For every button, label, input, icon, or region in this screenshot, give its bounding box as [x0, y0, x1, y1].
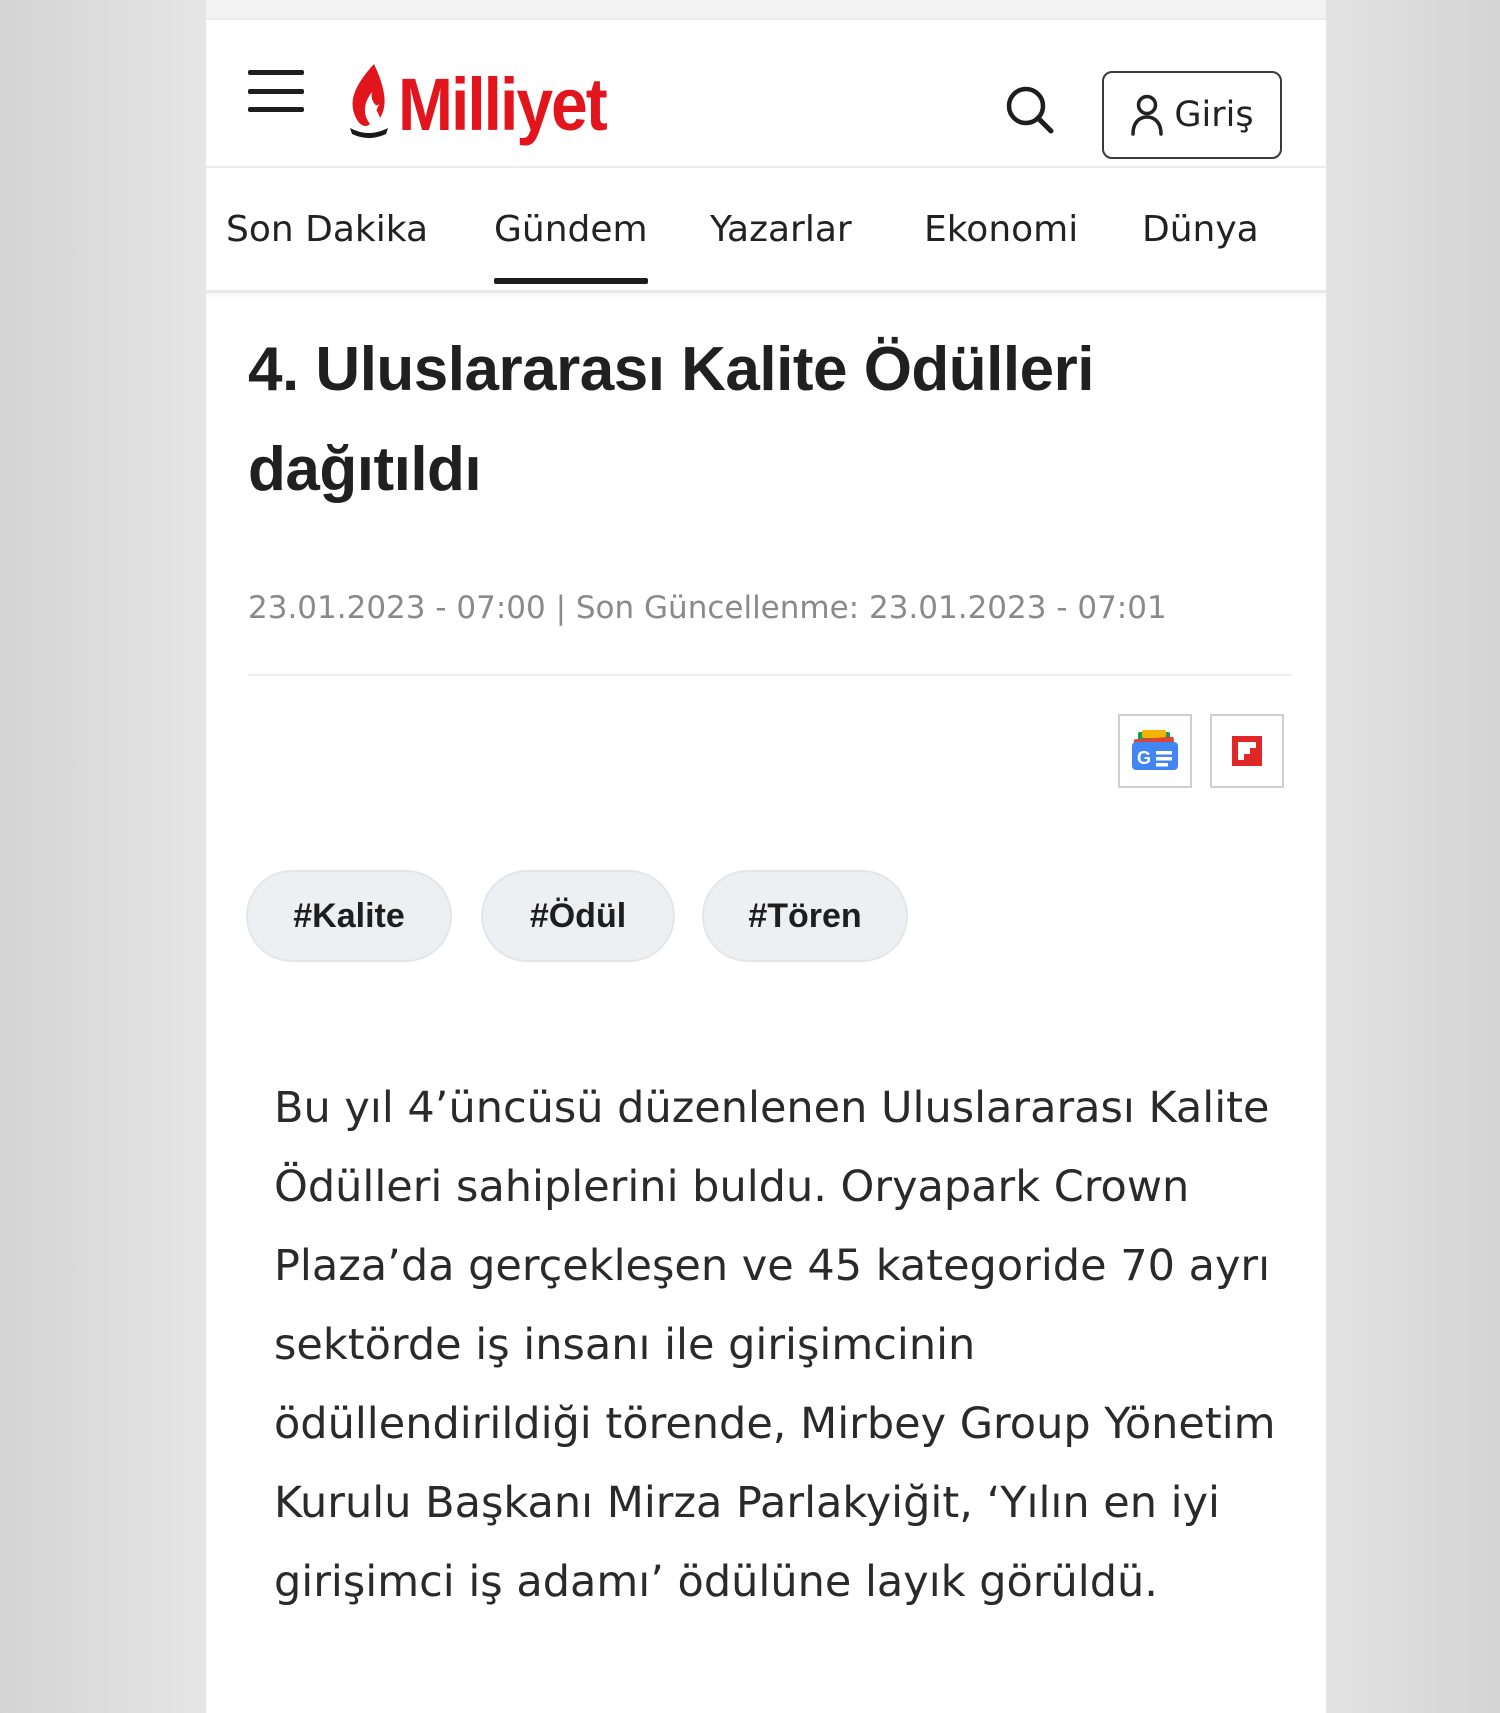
tab-ekonomi[interactable]: Ekonomi [924, 208, 1079, 250]
site-header [206, 20, 1326, 168]
tag-odul[interactable]: #Ödül [481, 870, 675, 962]
svg-text:G: G [1137, 748, 1152, 768]
logo-wordmark: Milliyet [398, 62, 606, 146]
tab-dunya[interactable]: Dünya [1142, 208, 1259, 250]
flipboard-button[interactable] [1210, 714, 1284, 788]
tab-son-dakika[interactable]: Son Dakika [226, 208, 429, 250]
milliyet-logo[interactable] [344, 54, 606, 154]
tab-yazarlar[interactable]: Yazarlar [710, 208, 852, 250]
login-button[interactable] [1102, 71, 1282, 159]
login-label: Giriş [1174, 95, 1254, 135]
article-title: 4. Uluslararası Kalite Ödülleri dağıtıldı [248, 335, 1094, 504]
flame-icon [344, 62, 394, 146]
tag-toren[interactable]: #Tören [702, 870, 908, 962]
tab-gundem[interactable]: Gündem [494, 168, 648, 290]
google-news-button[interactable] [1118, 714, 1192, 788]
search-button[interactable] [1004, 84, 1056, 136]
phone-screen [206, 0, 1326, 1713]
article-body: Bu yıl 4’üncüsü düzenlenen Uluslararası Kalite Ödülleri sahiplerini buldu. Oryapark Crown Plaza’da gerçekleşen ve 45 kategoride 70 ayrı sektörde iş insanı ile girişimcinin ödüllendirildiği törende, Mirbey Group Yönetim Kurulu Başkanı Mirza Parlakyiğit, ‘Yılın en iyi girişimci iş adamı’ ödülüne layık görüldü. [274, 1083, 1276, 1607]
meta-divider [248, 674, 1292, 676]
flipboard-icon [1232, 736, 1262, 766]
category-nav [206, 168, 1326, 293]
user-icon [1130, 94, 1164, 136]
tag-kalite[interactable]: #Kalite [246, 870, 452, 962]
article-date-meta: 23.01.2023 - 07:00 | Son Güncellenme: 23.01.2023 - 07:01 [248, 590, 1167, 626]
menu-icon[interactable] [248, 70, 304, 112]
google-news-icon [1130, 730, 1180, 772]
status-strip [206, 0, 1326, 20]
search-icon [1004, 84, 1056, 136]
